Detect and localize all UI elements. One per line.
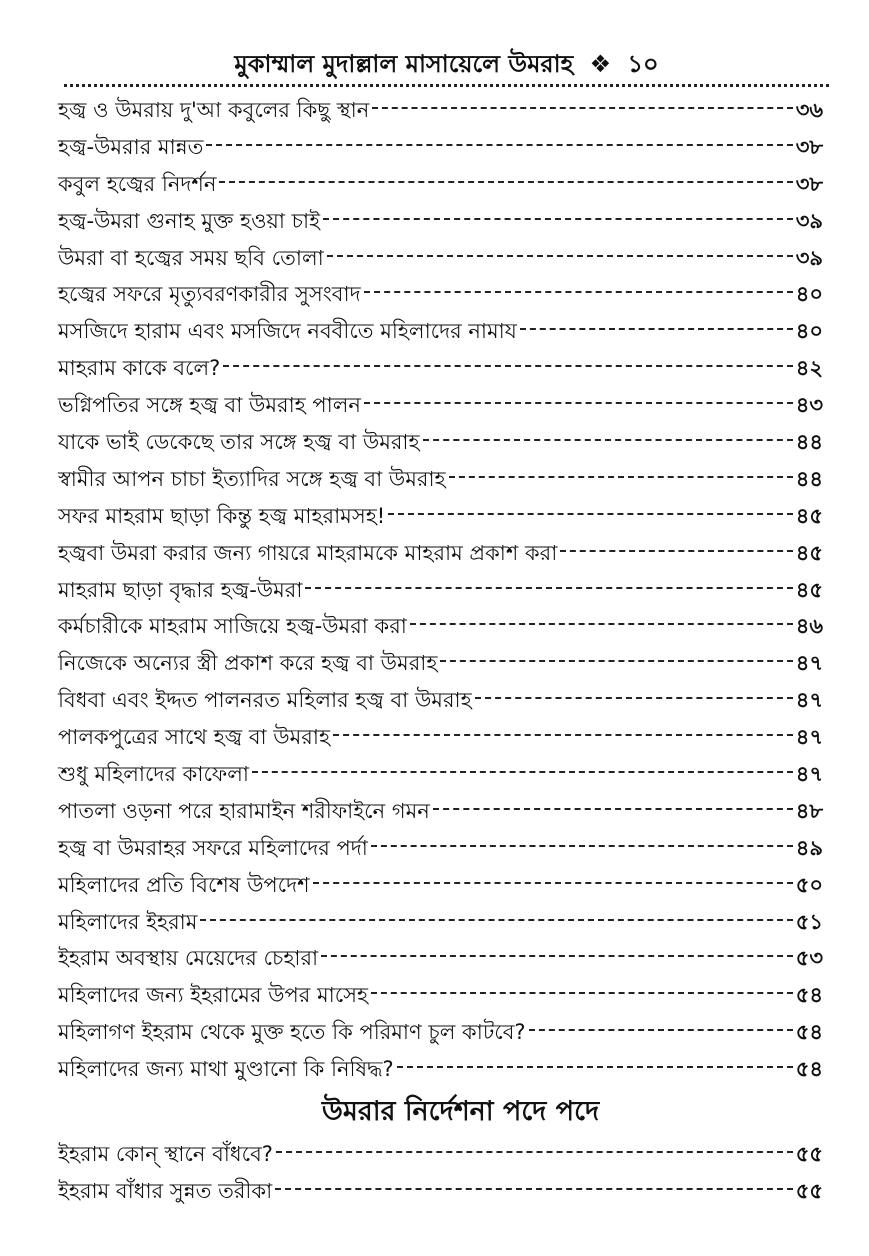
entry-page-number: ৩৬ [795,98,823,122]
entry-title: নিজেকে অন্যের স্ত্রী প্রকাশ করে হজ্ব বা উমরাহ [58,651,438,676]
dot-leader [219,181,792,183]
toc-entry [58,129,823,166]
toc-entry [58,387,823,424]
entry-title: মহিলাগণ ইহরাম থেকে মুক্ত হতে কি পরিমাণ চুল কাটবে? [58,1020,526,1045]
entry-page-number: ৪৭ [795,762,823,787]
toc-list-a [58,92,823,1088]
section-heading: উমরার নির্দেশনা পদে পদে [321,1096,600,1128]
entry-title: হজ্বের সফরে মৃত্যুবরণকারীর সুসংবাদ [58,282,361,307]
toc-list-b [58,1136,823,1210]
running-header [64,44,829,84]
toc-entry [58,92,823,129]
dot-leader [364,291,793,293]
entry-page-number: ৪৬ [795,614,823,639]
entry-title: মসজিদে হারাম এবং মসজিদে নববীতে মহিলাদের নামায [58,319,517,344]
dot-leader [475,697,793,699]
entry-title: বিধবা এবং ইদ্দত পালনরত মহিলার হজ্ব বা উমরাহ [58,688,472,713]
entry-page-number: ৪৪ [795,430,823,455]
dot-leader [333,734,793,736]
dot-leader [206,144,792,146]
toc-entry [58,940,823,977]
entry-page-number: ৫৪ [795,1020,823,1045]
entry-title: ইহরাম বাঁধার সুন্নত তরীকা [58,1178,273,1203]
entry-title: ইহরাম কোন্ স্থানে বাঁধবে? [58,1142,273,1167]
entry-title: মহিলাদের জন্য মাথা মুণ্ডানো কি নিষিদ্ধ? [58,1057,394,1082]
toc-entry [58,203,823,240]
entry-page-number: ৩৮ [795,134,823,159]
dot-leader [371,845,793,847]
entry-title: কবুল হজ্বের নিদর্শন [58,171,217,196]
ornament-icon: ❖ [589,50,612,78]
entry-title: উমরা বা হজ্বের সময় ছবি তোলা [58,245,324,270]
toc-entry [58,1136,823,1173]
toc-entry [58,240,823,277]
toc-entry [58,498,823,535]
entry-title: মহিলাদের জন্য ইহরামের উপর মাসেহ [58,983,369,1008]
entry-page-number: ৩৯ [795,208,823,233]
entry-title: পাতলা ওড়না পরে হারামাইন শরীফাইনে গমন [58,798,430,823]
dot-leader [423,439,793,441]
entry-title: মাহরাম ছাড়া বৃদ্ধার হজ্ব-উমরা [58,577,303,602]
entry-page-number: ৪৪ [795,466,823,491]
dot-leader [433,808,793,810]
dot-leader [313,882,793,884]
toc-entry [58,461,823,498]
dot-leader [327,255,793,257]
toc-entry [58,350,823,387]
dot-leader [321,955,793,957]
dot-leader [252,771,793,773]
toc-entry [58,166,823,203]
toc-entry [58,1014,823,1051]
entry-title: হজ্ববা উমরা করার জন্য গায়রে মাহরামকে মাহরাম প্রকাশ করা [58,540,558,565]
entry-title: সফর মাহরাম ছাড়া কিন্তু হজ্ব মাহরামসহ! [58,503,386,528]
dot-leader [410,623,793,625]
entry-page-number: ৫১ [795,909,823,934]
entry-page-number: ৫৪ [795,1057,823,1082]
dot-leader [440,660,792,662]
entry-title: মাহরাম কাকে বলে? [58,356,221,381]
entry-page-number: ৫৫ [795,1178,823,1203]
toc-entry [58,608,823,645]
entry-page-number: ৫৫ [795,1142,823,1167]
entry-title: হজ্ব-উমরা গুনাহ মুক্ত হওয়া চাই [58,208,321,233]
entry-page-number: ৪৩ [795,393,823,418]
entry-title: ইহরাম অবস্থায় মেয়েদের চেহারা [58,946,319,971]
entry-page-number: ৫৩ [795,946,823,971]
entry-title: যাকে ভাই ডেকেছে তার সঙ্গে হজ্ব বা উমরাহ [58,430,420,455]
dot-leader [449,476,793,478]
table-of-contents [58,92,823,1210]
entry-page-number: ৪২ [795,356,823,381]
dot-leader [520,328,793,330]
toc-entry [58,1051,823,1088]
entry-title: হজ্ব ও উমরায় দু'আ কবুলের কিছু স্থান [58,98,370,122]
toc-entry [58,830,823,867]
entry-page-number: ৫০ [795,872,823,897]
entry-page-number: ৩৯ [795,245,823,270]
entry-page-number: ৪০ [795,282,823,307]
entry-title: হজ্ব-উমরার মান্নত [58,134,204,159]
entry-page-number: ৪৭ [795,651,823,676]
toc-entry [58,276,823,313]
toc-entry [58,1173,823,1210]
toc-entry [58,977,823,1014]
entry-page-number: ৪০ [795,319,823,344]
dot-leader [223,365,792,367]
entry-page-number: ৪৫ [795,577,823,602]
entry-page-number: ৫৪ [795,983,823,1008]
toc-entry [58,535,823,572]
book-title: মুকাম্মাল মুদাল্লাল মাসায়েলে উমরাহ [234,50,574,78]
dot-leader [388,513,793,515]
toc-entry [58,904,823,941]
header-divider [64,84,829,87]
dot-leader [397,1066,793,1068]
entry-page-number: ৩৮ [795,171,823,196]
entry-title: পালকপুত্রের সাথে হজ্ব বা উমরাহ [58,725,330,750]
dot-leader [276,1151,793,1153]
entry-title: শুধু মহিলাদের কাফেলা [58,762,249,787]
toc-entry [58,867,823,904]
entry-title: মহিলাদের প্রতি বিশেষ উপদেশ [58,872,310,897]
entry-title: স্বামীর আপন চাচা ইত্যাদির সঙ্গে হজ্ব বা উমরাহ [58,466,446,491]
dot-leader [529,1029,793,1031]
toc-entry [58,572,823,609]
entry-page-number: ৪৭ [795,688,823,713]
toc-entry [58,719,823,756]
dot-leader [323,218,793,220]
dot-leader [275,1188,793,1190]
dot-leader [371,992,793,994]
entry-title: মহিলাদের ইহরাম [58,909,198,934]
dot-leader [364,402,793,404]
entry-page-number: ৪৭ [795,725,823,750]
entry-title: কর্মচারীকে মাহরাম সাজিয়ে হজ্ব-উমরা করা [58,614,407,639]
dot-leader [560,550,792,552]
entry-title: হজ্ব বা উমরাহর সফরে মহিলাদের পর্দা [58,835,368,860]
page-number: ১০ [627,50,659,78]
dot-leader [305,587,792,589]
toc-entry [58,424,823,461]
entry-page-number: ৪৮ [795,798,823,823]
toc-entry [58,756,823,793]
entry-page-number: ৪৫ [795,503,823,528]
dot-leader [200,919,792,921]
entry-page-number: ৪৯ [795,835,823,860]
toc-entry [58,313,823,350]
toc-entry [58,793,823,830]
entry-page-number: ৪৫ [795,540,823,565]
toc-entry [58,645,823,682]
entry-title: ভগ্নিপতির সঙ্গে হজ্ব বা উমরাহ পালন [58,393,361,418]
dot-leader [372,107,792,109]
toc-entry [58,682,823,719]
